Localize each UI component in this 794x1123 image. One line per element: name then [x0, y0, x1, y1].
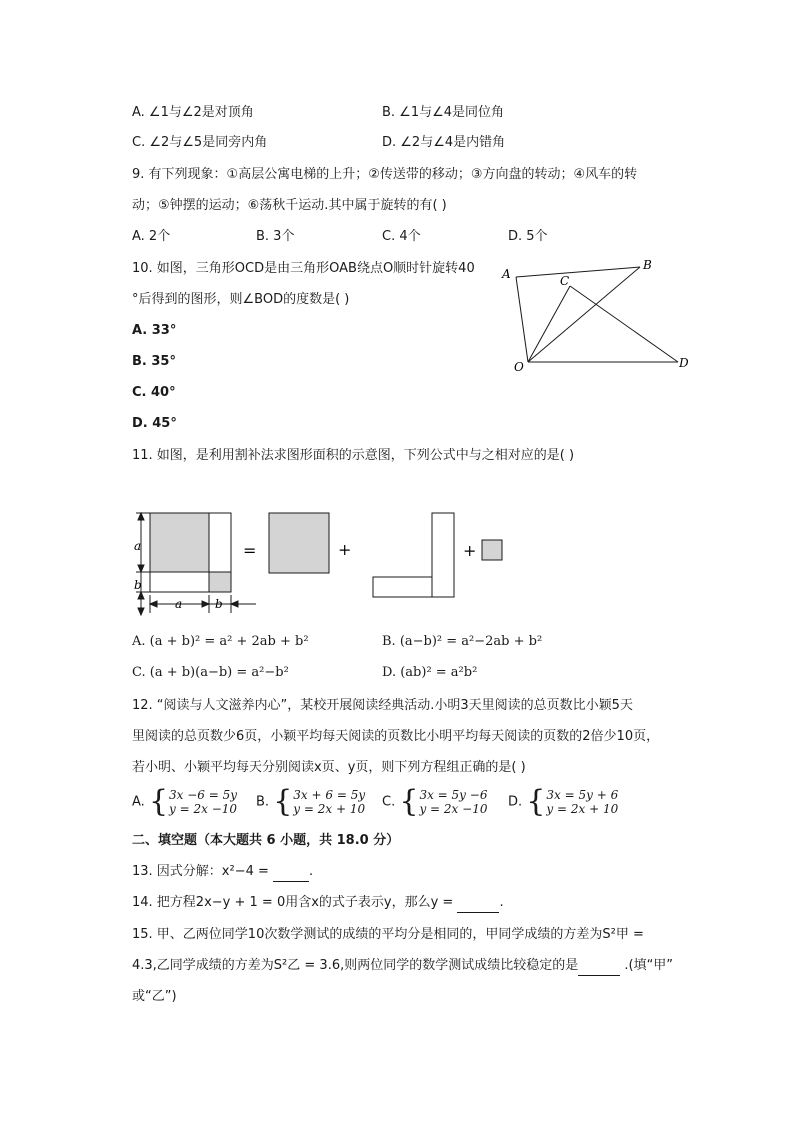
q14-answer-blank: [457, 898, 499, 913]
segment-ao: [516, 277, 528, 362]
q11-option-c: C. (a + b)(a−b) = a²−b²: [132, 665, 289, 680]
q9-text-line1: 9. 有下列现象：①高层公寓电梯的上升；②传送带的移动；③方向盘的转动；④风车的转: [132, 167, 638, 182]
segment-cd: [570, 286, 678, 362]
q10-option-b: B. 35°: [132, 354, 176, 369]
q8-option-a: A. ∠1与∠2是对顶角: [132, 105, 254, 120]
q13-answer-blank: [273, 867, 309, 882]
q11-option-a: A. (a + b)² = a² + 2ab + b²: [132, 634, 309, 649]
q12-option-c: C. {3x = 5y −6 y = 2x −10: [382, 784, 488, 819]
q15-text-line3: 或“乙”): [132, 989, 177, 1004]
q9-option-c: C. 4个: [382, 229, 421, 244]
square-a-copy: [269, 513, 329, 573]
q10-option-a: A. 33°: [132, 323, 177, 338]
q9-option-b: B. 3个: [256, 229, 295, 244]
label-o: O: [514, 360, 524, 374]
q9-text-line2: 动；⑤钟摆的运动；⑥荡秋千运动.其中属于旋转的有( ): [132, 198, 447, 213]
square-b-copy: [482, 540, 502, 560]
label-d: D: [679, 356, 689, 370]
q12-option-d: D. {3x = 5y + 6 y = 2x + 10: [508, 784, 619, 819]
q12-option-a: A. {3x −6 = 5y y = 2x −10: [132, 784, 238, 819]
dim-label-b-horizontal: b: [215, 597, 223, 611]
l-shape: [373, 513, 454, 597]
q10-option-d: D. 45°: [132, 416, 177, 431]
q11-area-figure: [128, 505, 518, 620]
q12-text-line2: 里阅读的总页数少6页，小颖平均每天阅读的页数比小明平均每天阅读的页数的2倍少10页，: [132, 729, 660, 744]
segment-ab: [516, 267, 640, 277]
q10-text-line2: °后得到的图形，则∠BOD的度数是( ): [132, 292, 350, 307]
plus-sign-1: +: [338, 540, 352, 559]
dim-label-a-vertical: a: [134, 539, 142, 553]
strip-right: [209, 513, 231, 572]
square-b: [209, 572, 231, 592]
q8-option-b: B. ∠1与∠4是同位角: [382, 105, 505, 120]
equals-sign: =: [243, 541, 257, 560]
label-a: A: [502, 267, 511, 281]
q11-option-b: B. (a−b)² = a²−2ab + b²: [382, 634, 543, 649]
q15-text-line2: 4.3,乙同学成绩的方差为S²乙 = 3.6,则两位同学的数学测试成绩比较稳定的是 .(填“甲”: [132, 956, 673, 976]
plus-sign-2: +: [463, 541, 477, 560]
q12-option-b: B. {3x + 6 = 5y y = 2x + 10: [256, 784, 366, 819]
q15-answer-blank: [578, 961, 620, 976]
q9-option-a: A. 2个: [132, 229, 171, 244]
segment-oc: [528, 286, 570, 362]
dim-label-a-horizontal: a: [175, 597, 183, 611]
q13-text: 13. 因式分解：x²−4 = .: [132, 862, 313, 882]
label-c: C: [560, 274, 570, 288]
q15-text-line1: 15. 甲、乙两位同学10次数学测试的成绩的平均分是相同的，甲同学成绩的方差为S²甲 =: [132, 927, 644, 942]
q12-text-line3: 若小明、小颖平均每天分别阅读x页、y页，则下列方程组正确的是( ): [132, 760, 526, 775]
q11-option-d: D. (ab)² = a²b²: [382, 665, 478, 680]
dim-label-b-vertical: b: [134, 578, 142, 592]
q11-text-line1: 11. 如图，是利用割补法求图形面积的示意图，下列公式中与之相对应的是( ): [132, 448, 575, 463]
segment-bo: [528, 267, 640, 362]
section-heading: 二、填空题（本大题共 6 小题，共 18.0 分）: [132, 833, 400, 848]
q9-option-d: D. 5个: [508, 229, 548, 244]
label-b: B: [643, 258, 652, 272]
strip-bottom: [150, 572, 209, 592]
q10-rotation-figure: [496, 255, 696, 380]
q12-text-line1: 12. “阅读与人文滋养内心”，某校开展阅读经典活动.小明3天里阅读的总页数比小颖5天: [132, 698, 633, 713]
q14-text: 14. 把方程2x−y + 1 = 0用含x的式子表示y，那么y = .: [132, 893, 504, 913]
q10-option-c: C. 40°: [132, 385, 176, 400]
q8-option-d: D. ∠2与∠4是内错角: [382, 135, 506, 150]
square-a: [150, 513, 209, 572]
q8-option-c: C. ∠2与∠5是同旁内角: [132, 135, 268, 150]
q10-text-line1: 10. 如图，三角形OCD是由三角形OAB绕点O顺时针旋转40: [132, 261, 475, 276]
